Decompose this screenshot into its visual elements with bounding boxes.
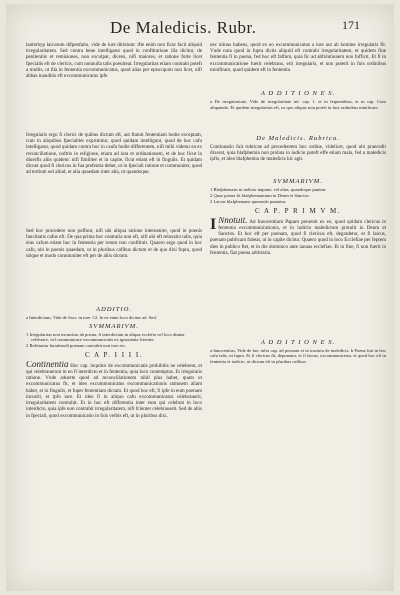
addition-note: a De irregularitate, Vide de irregularitate inf. cap. 1. et in fequentibus, et in cap. Cum aliquando. Et quidem irregularitas eft, ex quo aliquis non poteft in fuis ordinibus miniftrare.	[210, 99, 386, 110]
drop-cap: I	[210, 216, 217, 233]
summary-item: 3 Laicus blafphemans quomodo puniatur.	[210, 199, 287, 205]
running-title: De Maledicis. Rubr.	[110, 18, 257, 37]
chapter-body: Hoc cap. loquitur de excommunicatis prohibitis ne celebrent, et qui celebrauerunt in eo fi interdicto et in fententia, quia loco contemptus. Et irregularis ratione. Vnde aduerte quod ad reconciliationem nihil plus habet, quam ut excommunicatus fit, et ideo excommunicatus excommunicationis rationem aliam habet, et in fingulis, et fuper fententiam dictam. Et quod hoc eft, fi ipfe in eum poenam incurrit, et ipfo iure. Et ideo fi in aliquo cafu excommunicatus celebrauerit, irregularitatem contrahit. Et in hoc eft differentia inter eum qui celebrat in loco interdicto, quia ipfe non contrahit irregularitatem, nifi fcienter celebrauerit. Sed de aliis in fpeciali, quod excommunicatio in fuis verbis eft, ut in pluribus dixi.	[26, 362, 202, 419]
lead-word: Nnotuit.	[218, 216, 248, 225]
chapter-heading: C A P. P R I M V M.	[255, 206, 341, 215]
paragraph: Irregularis ergo fi clerici de quibus dictum eft, aut ftatuit fententiam hodie exceptam, cum in aliquibus fpecialiter exprimitur, quod quidam intelligunt, quod de hoc cafu intelligatur, quod quidam contra hoc in caufa hodie differentem, nifi mihi videtur ea ex reconciliatione, noftris in religione, etiam ad iura et ordinationem, et de hoc ficut in diuerfis aliis quidem: nifi fimiliter et in capite, ficut etiam eft in fingulis. Et quidam dicunt quod fi clericus in fua prefentia debet, ut in fpeciali ratione et communiter, quod ad tertium uel aliud, et alia quaedam inter alia, ut quandoque.	[26, 132, 202, 176]
summary-item: 2 Quae poena fit blafphemantium in Deum et Sanctos.	[210, 193, 310, 199]
summary-item: 1 Blafphemans in iudicio impune, vel alias, quandoque punitur.	[210, 187, 327, 192]
left-column	[26, 42, 202, 578]
page-number: 171	[342, 18, 360, 32]
paragraph: lanterhyp laicorum difpenfatio, vide de iure ditiotum: ifte enim non ficut facit aliquid irregularitatem. Sed contra bene intelligatur quod in conftitutione illa dicitur, de penitentiis et remisiones, non exculpat, dicens, nifi maiores, et ratione forte licet fpecialis eft de clericis, cum nonnulla talis poeniteat. Irregularitas etiam contrahi poteft a multis, ut illa in fententia excommunicatus, quod alias per episcopum non licet, nifi abbas inauditis eft excommunicatus ipfe.	[26, 42, 202, 80]
book-page	[6, 4, 394, 591]
chapter-text	[26, 361, 202, 576]
addition-note: a Innocentius, Vide de hoc infra cap. ad poenam et in tractatu de maledicis. b Poena fuit in hoc cafu talis, ut fupra. Et fi clericus fit, deponatur, et fi laicus, excommunicetur, et quod hoc eft in fententia et iudicio, ut dictum eft in pluribus cafibus.	[210, 347, 386, 364]
summary-heading: SVMMARIVM.	[89, 322, 139, 330]
chapter-body: Ad Innocentium Papam peruenit ex eo, quod quidam clericus in fententia excommunicationis, et in iudicio maledictum protulit in Deum et Sanctos. Et hoc eft per poenam, quod fi clericus eft, degradetur, et fi laicus, poenam publicam fubeat, ut in capite dicitur. Quaero quod in loco Ecclefiae per feptem dies in publico ftet, et in die dominico ante ianuas ecclefiae. Et in fine, fi non fuerit in fententia, fiat poena arbitraria.	[210, 218, 386, 256]
rubric-intro: Continuatio fuit rubricae ad precedentem hoc ordine, videlicet, quod ubi praecedit dixerat, quia blafphemia non prolata in iudicio poteft effe etiam mala, fed a maledicis ipfis, et ideo blafphemia de maledicis hic agit.	[210, 144, 386, 163]
summary-heading: SVMMARIVM.	[273, 178, 323, 185]
paragraph: nec minus habens, quod ex eo excommunicatus a iure aut ab homine irregularis fit. Vnde nota quod in fupra dictis aliquid eft contrahi irregularitatem, et quidem fine fententia fi in poena, fed hoc eft falfum, quia fic ad abfolutionem non fufficit. Et fi in excommunicatione fuerit celebrans, erit irregularis, et non poterit in fuis ordinibus miniftrare, quod quidem eft in fententia.	[210, 42, 386, 73]
chapter-text	[210, 217, 386, 337]
chapter-heading: C A P. I I I I.	[85, 350, 143, 359]
lead-word: Continentia	[26, 360, 69, 369]
addition-heading: ADDITIO.	[95, 306, 133, 313]
rubric-title: De Maledicis. Rubrica.	[256, 135, 340, 142]
paragraph: Sed hoc procedere non poffunt, nifi ubi aliqua ratione interuenire, quod in poenis fanctitatis cafus eft. De qua prima hoc contraria non eft, nifi ubi eft relaxatio talis, quia eius cafum etiam hoc in fententia per totum non conftituit. Quaero ergo quod in hoc cafu, ubi in poenis quaedam, ut in pluribus cafibus dictum et de quo dixi fupra, quod utique et modo communiter eft per de aliis dictum.	[26, 228, 202, 259]
addition-heading: A D D I T I O N E S.	[260, 338, 336, 346]
addition-heading: A D D I T I O N E S.	[260, 90, 336, 97]
addition-note: a Interdictum, Vide de Sacr. in iure. Gl. In ea enim loco dicitur ad. Sed.	[26, 315, 157, 320]
summary-item: 2 Reftituitur huiufmodi poenam contrahit non iure etc.	[26, 343, 127, 349]
right-column	[210, 42, 386, 459]
summary-item: 1 Irregularitas non incurritur ab poena, fi interdictum in aliqua ecclefia vel loco diuina celebrare, vel communicare excommunicatis ex ignorantia fcienter.	[26, 331, 185, 343]
